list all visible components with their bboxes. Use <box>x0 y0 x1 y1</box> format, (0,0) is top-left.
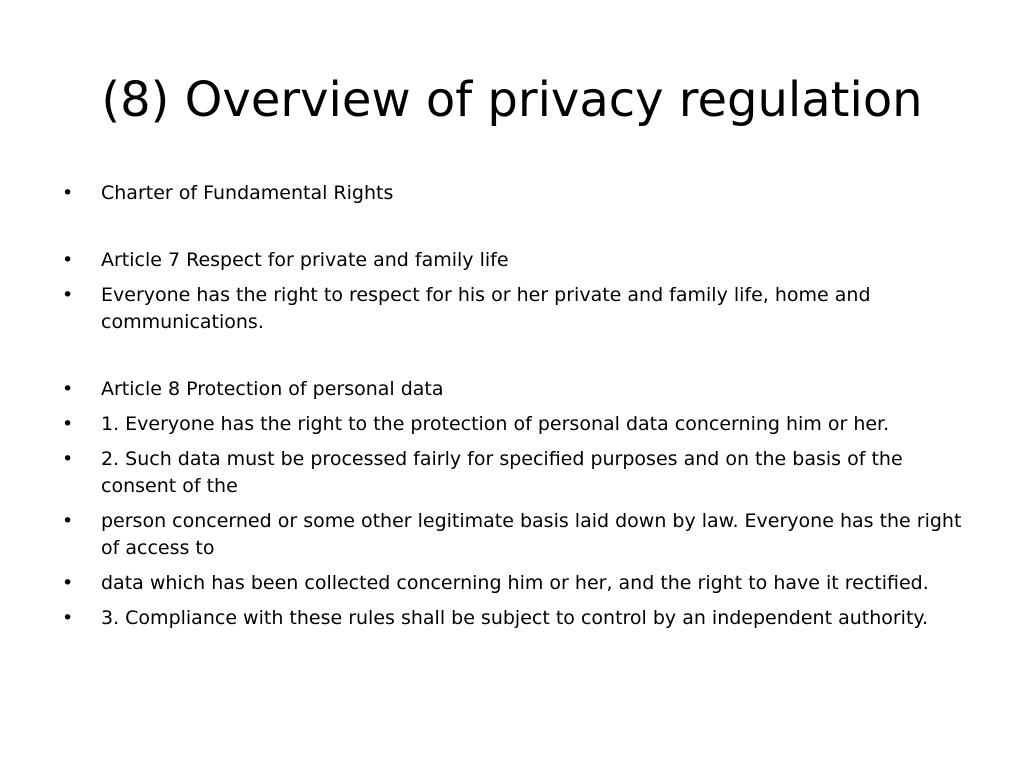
bullet-text: 1. Everyone has the right to the protection of personal data concerning him or her. <box>101 413 890 435</box>
bullet-icon: • <box>62 448 74 470</box>
list-item <box>62 282 962 336</box>
list-item <box>62 411 962 438</box>
bullet-text: Everyone has the right to respect for his or her private and family life, home and communications. <box>101 284 871 333</box>
bullet-icon: • <box>62 510 74 532</box>
slide-title: (8) Overview of privacy regulation <box>101 72 923 128</box>
bullet-icon: • <box>62 607 74 629</box>
bullet-text: person concerned or some other legitimate basis laid down by law. Everyone has the right of access to <box>101 510 962 559</box>
list-item <box>62 508 962 562</box>
bullet-text: Article 7 Respect for private and family life <box>101 249 509 271</box>
bullet-text: data which has been collected concerning him or her, and the right to have it rectified. <box>101 572 929 594</box>
list-item <box>62 376 962 403</box>
bullet-text: Charter of Fundamental Rights <box>101 182 394 204</box>
bullet-text: 2. Such data must be processed fairly for specified purposes and on the basis of the consent of the <box>101 448 903 497</box>
bullet-text: Article 8 Protection of personal data <box>101 378 444 400</box>
list-item <box>62 446 962 500</box>
bullet-text: 3. Compliance with these rules shall be subject to control by an independent authority. <box>101 607 928 629</box>
list-item <box>62 180 962 207</box>
list-item <box>62 247 962 274</box>
bullet-icon: • <box>62 572 74 594</box>
bullet-list <box>62 180 962 640</box>
bullet-icon: • <box>62 284 74 306</box>
bullet-icon: • <box>62 378 74 400</box>
list-item <box>62 570 962 597</box>
bullet-icon: • <box>62 182 74 204</box>
list-item <box>62 605 962 632</box>
bullet-icon: • <box>62 249 74 271</box>
bullet-icon: • <box>62 413 74 435</box>
